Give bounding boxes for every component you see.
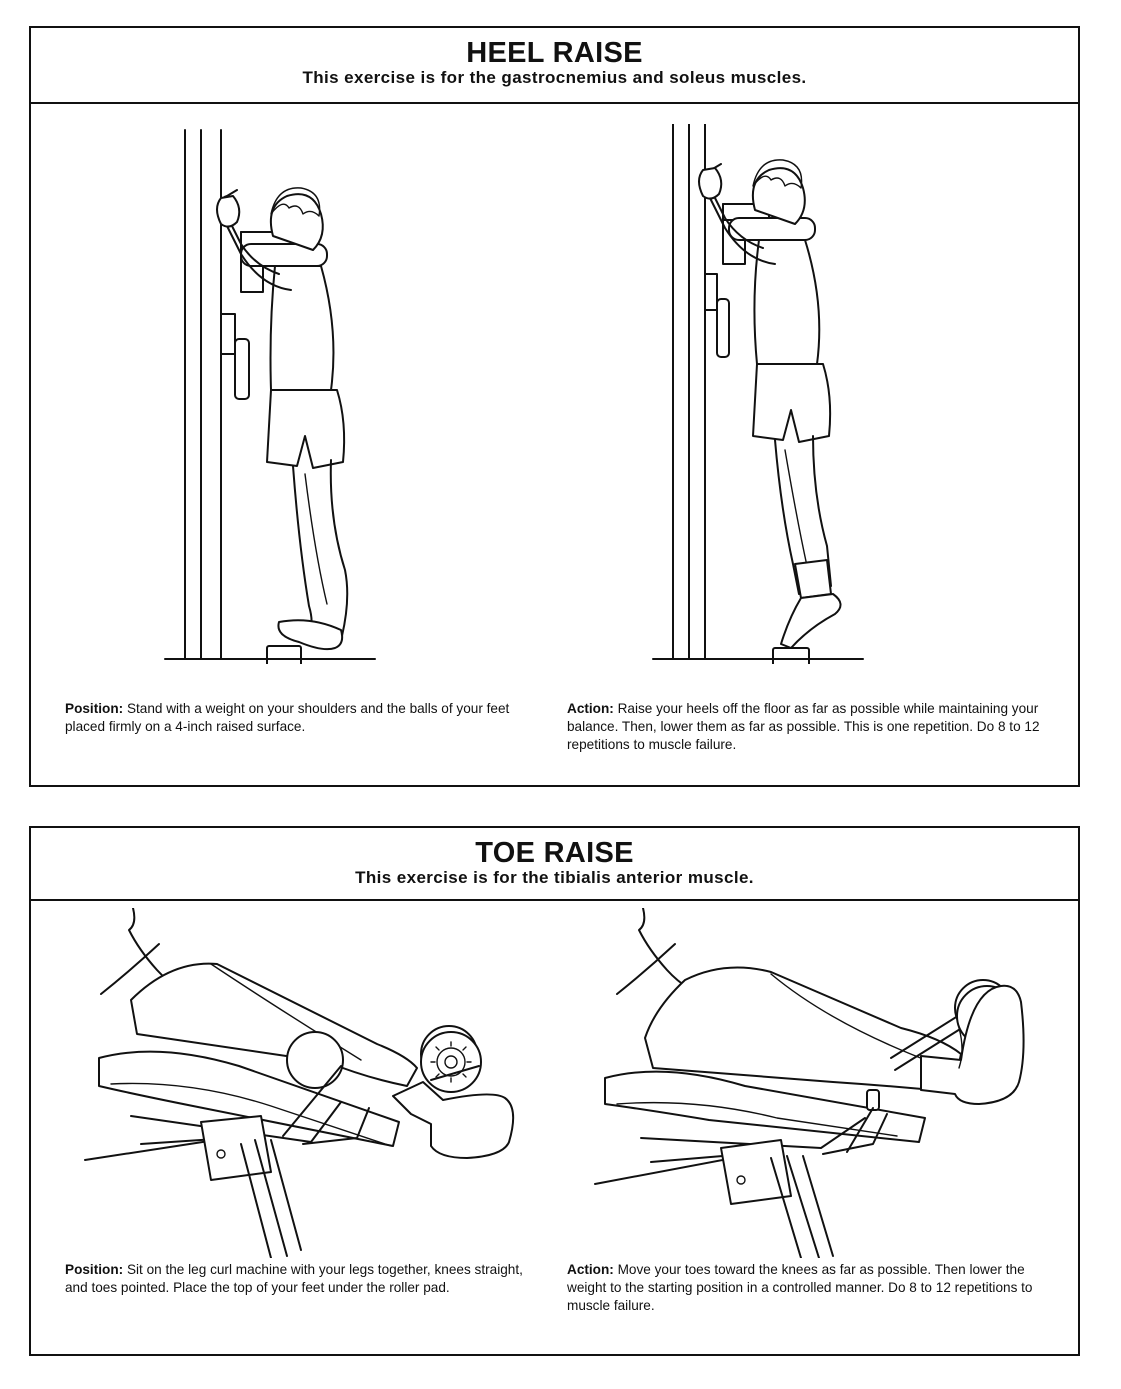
heel-raise-header [31, 28, 1078, 104]
toe-raise-position-caption [65, 1261, 543, 1297]
heel-raise-position-caption [65, 700, 545, 736]
toe-raise-header [31, 828, 1078, 901]
heel-raise-title: HEEL RAISE [466, 37, 643, 69]
toe-raise-start-illustration [71, 908, 531, 1258]
toe-raise-position-label: Position: [65, 1262, 124, 1277]
heel-raise-action-caption [567, 700, 1043, 754]
toe-raise-action-text: Move your toes toward the knees as far as possible. Then lower the weight to the starting position in a controlled manner. Do 8 to 12 repetitions to muscle failure. [567, 1262, 1033, 1313]
toe-raise-action-label: Action: [567, 1262, 614, 1277]
heel-raise-action-text: Raise your heels off the floor as far as possible while maintaining your balance. Then, lower them as far as possible. This is one repetition. Do 8 to 12 repetitions to muscle failure. [567, 701, 1040, 752]
toe-raise-title: TOE RAISE [475, 837, 634, 869]
heel-raise-start-illustration [155, 124, 385, 664]
toe-raise-action-caption [567, 1261, 1043, 1315]
heel-raise-panel [29, 26, 1080, 787]
toe-raise-action-illustration [591, 908, 1051, 1258]
heel-raise-action-illustration [643, 124, 873, 664]
heel-raise-action-label: Action: [567, 701, 614, 716]
heel-raise-position-text: Stand with a weight on your shoulders and the balls of your feet placed firmly on a 4-inch raised surface. [65, 701, 510, 734]
toe-raise-subtitle: This exercise is for the tibialis anterior muscle. [355, 868, 754, 887]
heel-raise-position-label: Position: [65, 701, 124, 716]
toe-raise-position-text: Sit on the leg curl machine with your legs together, knees straight, and toes pointed. Place the top of your feet under the roller pad. [65, 1262, 523, 1295]
heel-raise-subtitle: This exercise is for the gastrocnemius and soleus muscles. [302, 68, 807, 87]
toe-raise-panel [29, 826, 1080, 1356]
